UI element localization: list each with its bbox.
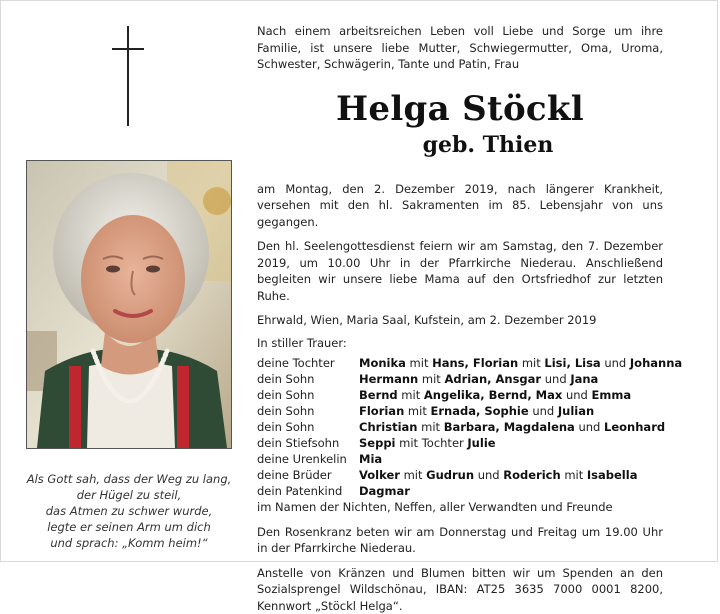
mourner-row — [257, 435, 663, 451]
mourner-name: Johanna — [630, 356, 682, 370]
mourner-row — [257, 483, 663, 499]
mourner-names — [359, 387, 631, 403]
notice-text-column — [257, 23, 663, 614]
mourner-relation: dein Stiefsohn — [257, 435, 359, 451]
mourner-names — [359, 371, 598, 387]
mourner-name: Christian — [359, 420, 417, 434]
mourner-name: Emma — [592, 388, 632, 402]
poem-line: und sprach: „Komm heim!“ — [21, 535, 237, 551]
mourner-relation: deine Urenkelin — [257, 451, 359, 467]
mourner-names — [359, 403, 594, 419]
mourner-row — [257, 467, 663, 483]
memorial-poem — [21, 471, 237, 551]
mourner-names — [359, 467, 637, 483]
mourner-connector: mit — [400, 468, 426, 482]
death-notice-paragraph: am Montag, den 2. Dezember 2019, nach längerer Krankheit, versehen mit den hl. Sakramenten im 85. Lebensjahr von uns gegangen. — [257, 181, 663, 231]
mourner-relation: dein Sohn — [257, 419, 359, 435]
mourner-name: Volker — [359, 468, 400, 482]
mourner-name: Ernada, Sophie — [430, 404, 528, 418]
mourner-connector: und — [562, 388, 591, 402]
mourner-connector: und — [575, 420, 604, 434]
mourner-name: Angelika, Bernd, Max — [424, 388, 562, 402]
mourner-row — [257, 451, 663, 467]
deceased-name: Helga Stöckl — [257, 89, 663, 129]
mourner-connector: mit — [518, 356, 544, 370]
mourner-name: Gudrun — [426, 468, 474, 482]
mourner-connector: mit — [406, 356, 432, 370]
mourner-name: Isabella — [587, 468, 638, 482]
mourner-names — [359, 483, 410, 499]
mourner-relation: dein Patenkind — [257, 483, 359, 499]
mourner-relation: deine Tochter — [257, 355, 359, 371]
mourner-names — [359, 419, 665, 435]
mourner-name: Jana — [570, 372, 598, 386]
mourner-connector: mit — [417, 420, 443, 434]
mourner-relation: dein Sohn — [257, 387, 359, 403]
mourner-connector: mit — [398, 388, 424, 402]
mourner-name: Hermann — [359, 372, 418, 386]
mourner-name: Hans, Florian — [432, 356, 518, 370]
portrait-photo — [26, 160, 232, 449]
mourner-relation: dein Sohn — [257, 371, 359, 387]
mourner-relation: dein Sohn — [257, 403, 359, 419]
mourner-name: Julie — [467, 436, 495, 450]
mourner-connector: mit — [418, 372, 444, 386]
mourner-connector: und — [541, 372, 570, 386]
mourner-connector: mit — [404, 404, 430, 418]
mourner-name: Florian — [359, 404, 404, 418]
closing-family-line: im Namen der Nichten, Neffen, aller Verwandten und Freunde — [257, 499, 663, 516]
mourners-list — [257, 355, 663, 499]
poem-line: Als Gott sah, dass der Weg zu lang, — [21, 471, 237, 487]
mourner-row — [257, 419, 663, 435]
mourner-name: Adrian, Ansgar — [444, 372, 541, 386]
mourner-name: Leonhard — [604, 420, 665, 434]
funeral-mass-paragraph: Den hl. Seelengottesdienst feiern wir am Samstag, den 7. Dezember 2019, um 10.00 Uhr in der Pfarrkirche Niederau. Anschließend begleiten wir unsere liebe Mama auf den Ortsfriedhof zur letzten Ruhe. — [257, 238, 663, 304]
cross-icon — [112, 26, 144, 126]
mourner-row — [257, 355, 663, 371]
poem-line: das Atmen zu schwer wurde, — [21, 503, 237, 519]
mourner-row — [257, 387, 663, 403]
mourner-names — [359, 355, 682, 371]
mourner-name: Barbara, Magdalena — [444, 420, 575, 434]
mourner-name: Bernd — [359, 388, 398, 402]
mourner-name: Mia — [359, 452, 382, 466]
rosary-paragraph: Den Rosenkranz beten wir am Donnerstag und Freitag um 19.00 Uhr in der Pfarrkirche Niederau. — [257, 524, 663, 557]
place-date-line: Ehrwald, Wien, Maria Saal, Kufstein, am 2. Dezember 2019 — [257, 312, 663, 329]
mourner-connector: und — [529, 404, 558, 418]
mourner-connector: und — [474, 468, 503, 482]
mourner-name: Dagmar — [359, 484, 410, 498]
poem-line: legte er seinen Arm um dich — [21, 519, 237, 535]
mourner-relation: deine Brüder — [257, 467, 359, 483]
mourner-name: Monika — [359, 356, 406, 370]
mourner-row — [257, 371, 663, 387]
donation-paragraph: Anstelle von Kränzen und Blumen bitten wir um Spenden an den Sozialsprengel Wildschönau, IBAN: AT25 3635 7000 0001 8200, Kennwort „Stöckl Helga“. — [257, 565, 663, 614]
mourner-name: Roderich — [503, 468, 560, 482]
mourning-title: In stiller Trauer: — [257, 335, 663, 352]
mourner-row — [257, 403, 663, 419]
poem-line: der Hügel zu steil, — [21, 487, 237, 503]
mourner-names — [359, 435, 496, 451]
maiden-name: geb. Thien — [313, 131, 663, 159]
mourner-name: Lisi, Lisa — [544, 356, 600, 370]
mourner-connector: mit — [561, 468, 587, 482]
mourner-name: Julian — [558, 404, 594, 418]
mourner-connector: und — [601, 356, 630, 370]
mourner-connector: mit Tochter — [396, 436, 468, 450]
mourner-names — [359, 451, 382, 467]
intro-paragraph: Nach einem arbeitsreichen Leben voll Liebe und Sorge um ihre Familie, ist unsere liebe Mutter, Schwiegermutter, Oma, Uroma, Schwester, Schwägerin, Tante und Patin, Frau — [257, 23, 663, 73]
mourner-name: Seppi — [359, 436, 396, 450]
